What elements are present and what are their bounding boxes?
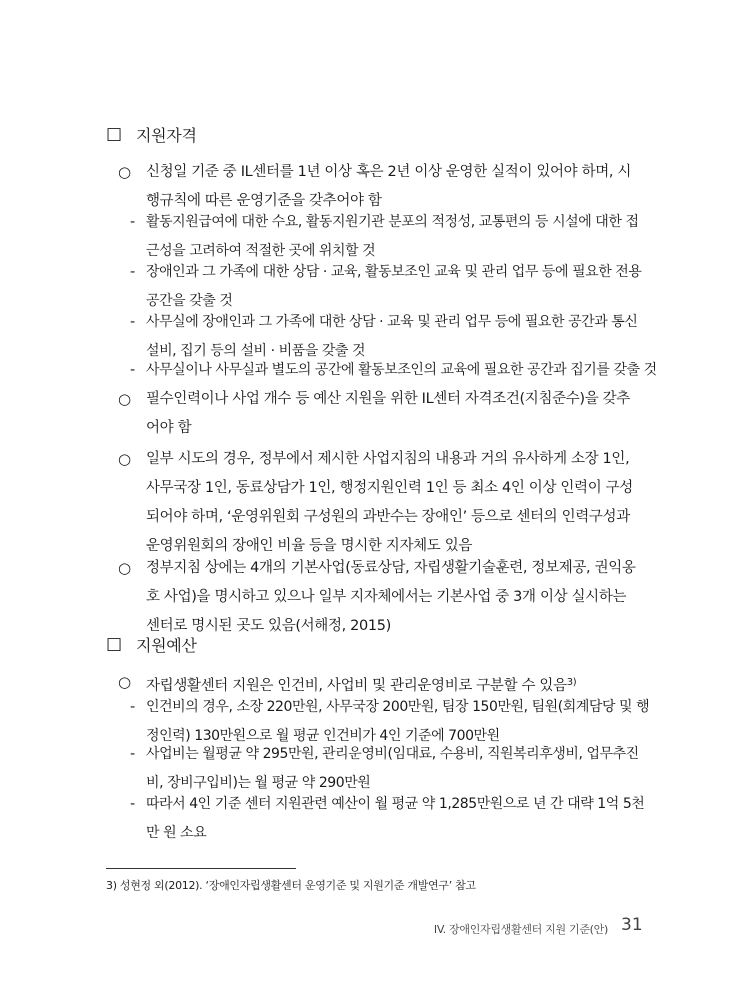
text-line: 설비, 집기 등의 설비 · 비품을 갖출 것: [146, 343, 366, 359]
footnote-reference[interactable]: 3): [566, 677, 577, 688]
item-text: 자립생활센터 지원은 인건비, 사업비 및 관리운영비로 구분할 수 있음: [146, 678, 567, 694]
circle-bullet-icon: ○: [118, 450, 131, 468]
text-line: 행규칙에 따른 운영기준을 갖추어야 함: [146, 193, 382, 209]
circle-bullet-item: [118, 445, 638, 561]
text-line: 비, 장비구입비)는 월 평균 약 290만원: [146, 775, 371, 791]
text-line: 운영위원회의 장애인 비율 등을 명시한 지자체도 있음: [146, 538, 473, 554]
dash-bullet-icon: -: [130, 314, 135, 330]
footnote-divider: [106, 868, 296, 869]
text-line: 장애인과 그 가족에 대한 상담 · 교육, 활동보조인 교육 및 관리 업무 등에 필요한 전용: [146, 264, 642, 280]
text-line: 공간을 갖출 것: [146, 293, 233, 309]
text-line: 인건비의 경우, 소장 220만원, 사무국장 200만원, 팀장 150만원, 팀원(회계담당 및 행: [146, 699, 650, 715]
dash-bullet-icon: -: [130, 796, 135, 812]
dash-bullet-icon: -: [130, 362, 135, 378]
text-line: 따라서 4인 기준 센터 지원관련 예산이 월 평균 약 1,285만원으로 년 간 대략 1억 5천: [146, 796, 645, 812]
circle-bullet-icon: ○: [118, 390, 131, 408]
circle-bullet-item: [118, 385, 638, 443]
text-line: 어야 함: [146, 420, 192, 436]
text-line: 활동지원급여에 대한 수요, 활동지원기관 분포의 적정성, 교통편의 등 시설에 대한 접: [146, 214, 639, 230]
dash-bullet-icon: -: [130, 214, 135, 230]
text-line: 되어야 하며, ‘운영위원회 구성원의 과반수는 장애인’ 등으로 센터의 인력구성과: [146, 509, 630, 525]
circle-bullet-icon: ○: [118, 673, 131, 691]
circle-bullet-item: [118, 554, 638, 641]
text-line: 사무실이나 사무실과 별도의 공간에 활동보조인의 교육에 필요한 공간과 집기를 갖출 것: [146, 362, 657, 378]
section-heading-budget: [106, 633, 197, 656]
circle-bullet-icon: ○: [118, 163, 131, 181]
square-bullet-icon: □: [106, 124, 122, 144]
text-line: 센터로 명시된 곳도 있음(서해정, 2015): [146, 618, 391, 634]
text-line: 근성을 고려하여 적절한 곳에 위치할 것: [146, 243, 376, 259]
section-title: 지원예산: [136, 636, 197, 655]
text-line: 신청일 기준 중 IL센터를 1년 이상 혹은 2년 이상 운영한 실적이 있어야 하며, 시: [146, 164, 632, 180]
text-line: 정부지침 상에는 4개의 기본사업(동료상담, 자립생활기술훈련, 정보제공, 권익옹: [146, 560, 636, 576]
text-line: 호 사업)을 명시하고 있으나 일부 지자체에서는 기본사업 중 3개 이상 실시하는: [146, 589, 627, 605]
text-line: 필수인력이나 사업 개수 등 예산 지원을 위한 IL센터 자격조건(지침준수)을 갖추: [146, 391, 630, 407]
dash-bullet-icon: -: [130, 699, 135, 715]
running-footer-title: IV. 장애인자립생활센터 지원 기준(안): [433, 923, 608, 936]
text-line: 정인력) 130만원으로 월 평균 인건비가 4인 기준에 700만원: [146, 728, 500, 744]
text-line: 일부 시도의 경우, 정부에서 제시한 사업지침의 내용과 거의 유사하게 소장 1인,: [146, 451, 630, 467]
section-title: 지원자격: [136, 126, 197, 145]
text-line: 사무실에 장애인과 그 가족에 대한 상담 · 교육 및 관리 업무 등에 필요한 공간과 통신: [146, 314, 638, 330]
dash-bullet-item: [130, 790, 645, 848]
page-number: 31: [621, 915, 643, 935]
dash-bullet-item: [130, 356, 657, 385]
section-heading-eligibility: [106, 123, 197, 146]
dash-bullet-icon: -: [130, 746, 135, 762]
square-bullet-icon: □: [106, 634, 122, 654]
circle-bullet-icon: ○: [118, 559, 131, 577]
text-line: 사무국장 1인, 동료상담가 1인, 행정지원인력 1인 등 최소 4인 이상 인력이 구성: [146, 480, 633, 496]
dash-bullet-icon: -: [130, 264, 135, 280]
footnote: 3) 성현정 외(2012). ‘장애인자립생활센터 운영기준 및 지원기준 개발연구’ 참고: [106, 879, 476, 892]
text-line: 사업비는 월평균 약 295만원, 관리운영비(임대료, 수용비, 직원복리후생비, 업무추진: [146, 746, 639, 762]
text-line: 만 원 소요: [146, 825, 207, 841]
